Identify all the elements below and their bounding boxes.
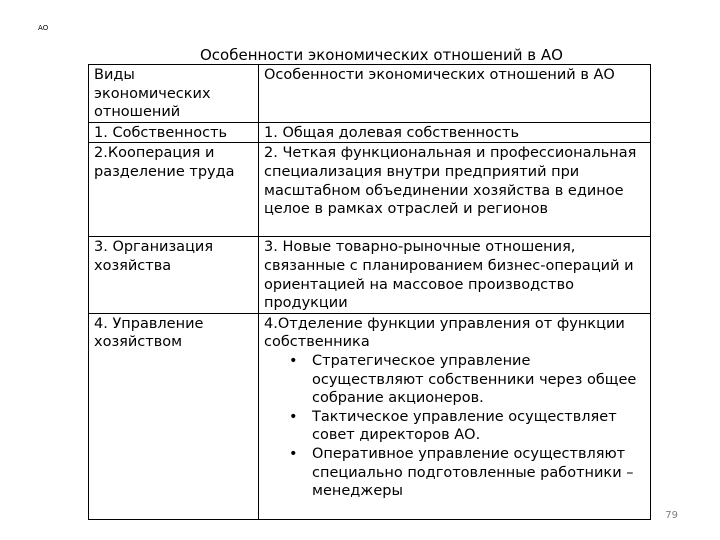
management-bullet-list: [264, 352, 646, 501]
management-intro: 4.Отделение функции управления от функции собственника: [264, 315, 625, 351]
row-feature-cell: 2. Четкая функциональная и профессиональная специализация внутри предприятий при масштабном объединении хозяйства в единое целое в рамках отраслей и регионов: [259, 143, 651, 237]
header-cell-features: Особенности экономических отношений в АО: [259, 65, 651, 123]
row-type-cell: 4. Управление хозяйством: [89, 313, 259, 519]
row-feature-cell: 1. Общая долевая собственность: [259, 122, 651, 143]
features-table: [88, 64, 651, 520]
row-feature-cell: 3. Новые товарно-рыночные отношения, связанные с планированием бизнес-операций и ориентацией на массовое производство продукции: [259, 237, 651, 313]
page-title: Особенности экономических отношений в АО: [200, 46, 563, 64]
corner-label: АО: [38, 24, 49, 32]
table-row: [89, 122, 651, 143]
row-type-cell: 2.Кооперация и разделение труда: [89, 143, 259, 237]
row-type-cell: 3. Организация хозяйства: [89, 237, 259, 313]
row-type-cell: 1. Собственность: [89, 122, 259, 143]
header-cell-types: Виды экономических отношений: [89, 65, 259, 123]
table-row: [89, 143, 651, 237]
list-item: • Стратегическое управление осуществляют собственники через общее собрание акционеров.: [312, 352, 646, 408]
list-item: • Оперативное управление осуществляют специально подготовленные работники – менеджеры: [312, 445, 646, 501]
page-number: 79: [665, 510, 678, 521]
table-row: [89, 237, 651, 313]
row-feature-cell: [259, 313, 651, 519]
table-header-row: [89, 65, 651, 123]
list-item: • Тактическое управление осуществляет совет директоров АО.: [312, 408, 646, 445]
table-row: [89, 313, 651, 519]
